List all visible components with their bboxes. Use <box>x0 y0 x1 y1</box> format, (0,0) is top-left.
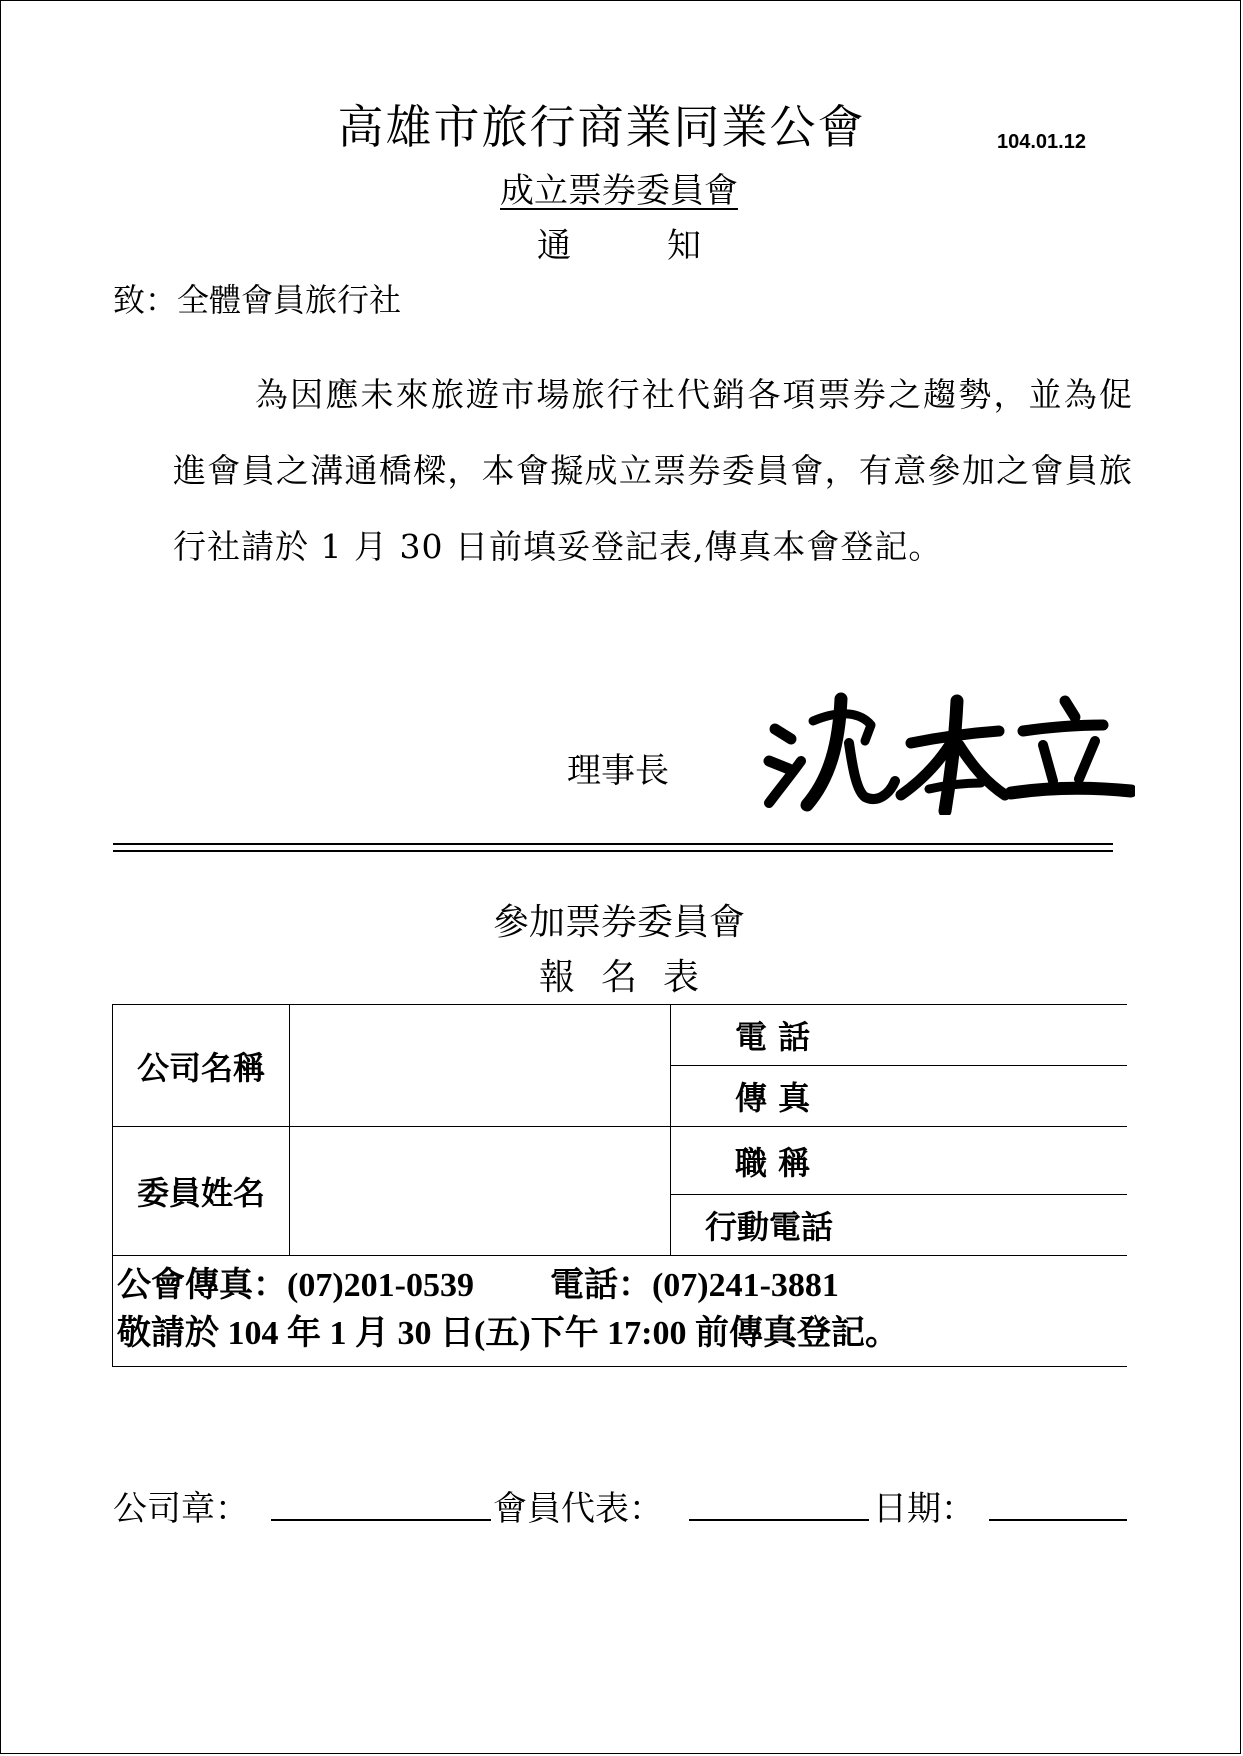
fax-field[interactable] <box>671 1066 1128 1127</box>
job-title-label: 職 稱 <box>735 1143 811 1182</box>
company-name-label: 公司名稱 <box>113 1005 290 1127</box>
phone-field[interactable] <box>671 1005 1128 1066</box>
fax-label: 傳 真 <box>735 1079 811 1117</box>
notice-heading: 通知 <box>537 226 797 266</box>
document-date: 104.01.12 <box>997 131 1086 153</box>
company-name-field[interactable] <box>290 1005 671 1127</box>
form-title: 參加票券委員會 <box>492 902 745 943</box>
member-name-field[interactable] <box>290 1127 671 1256</box>
organization-title: 高雄市旅行商業同業公會 <box>337 100 866 154</box>
member-name-label: 委員姓名 <box>113 1127 290 1256</box>
phone-label: 電 話 <box>735 1018 811 1056</box>
cut-line-divider <box>113 843 1113 852</box>
recipient-line: 致：全體會員旅行社 <box>113 281 402 319</box>
company-seal-label: 公司章： <box>113 1489 249 1529</box>
signature-text: 沈本立 <box>761 691 764 692</box>
notice-subtitle: 成立票券委員會 <box>500 171 738 211</box>
notice-body: 為因應未來旅遊市場旅行社代銷各項票券之趨勢，並為促進會員之溝通橋樑，本會擬成立票券委員會，有意參加之會員旅行社請於 1 月 30 日前填妥登記表,傳真本會登記。 <box>173 375 1133 566</box>
table-row <box>113 1127 1128 1195</box>
contact-phone: 電話：(07)241-3881 <box>549 1267 839 1304</box>
form-subtitle: 報名表 <box>538 957 725 998</box>
chairman-signature <box>761 691 1135 815</box>
date-label: 日期： <box>873 1489 975 1529</box>
member-rep-line[interactable] <box>689 1519 869 1521</box>
mobile-phone-label: 行動電話 <box>705 1208 834 1246</box>
date-line[interactable] <box>989 1519 1127 1521</box>
mobile-phone-field[interactable] <box>671 1195 1128 1256</box>
job-title-field[interactable] <box>671 1127 1128 1195</box>
company-seal-line[interactable] <box>271 1519 491 1521</box>
contact-info <box>113 1256 1128 1367</box>
registration-form-table <box>112 1004 1127 1367</box>
table-row <box>113 1005 1128 1066</box>
member-rep-label: 會員代表： <box>493 1489 663 1529</box>
deadline-note: 敬請於 104 年 1 月 30 日(五)下午 17:00 前傳真登記。 <box>117 1315 899 1352</box>
table-row <box>113 1256 1128 1367</box>
contact-fax: 公會傳真：(07)201-0539 <box>117 1267 474 1304</box>
chairman-label: 理事長 <box>567 751 669 791</box>
